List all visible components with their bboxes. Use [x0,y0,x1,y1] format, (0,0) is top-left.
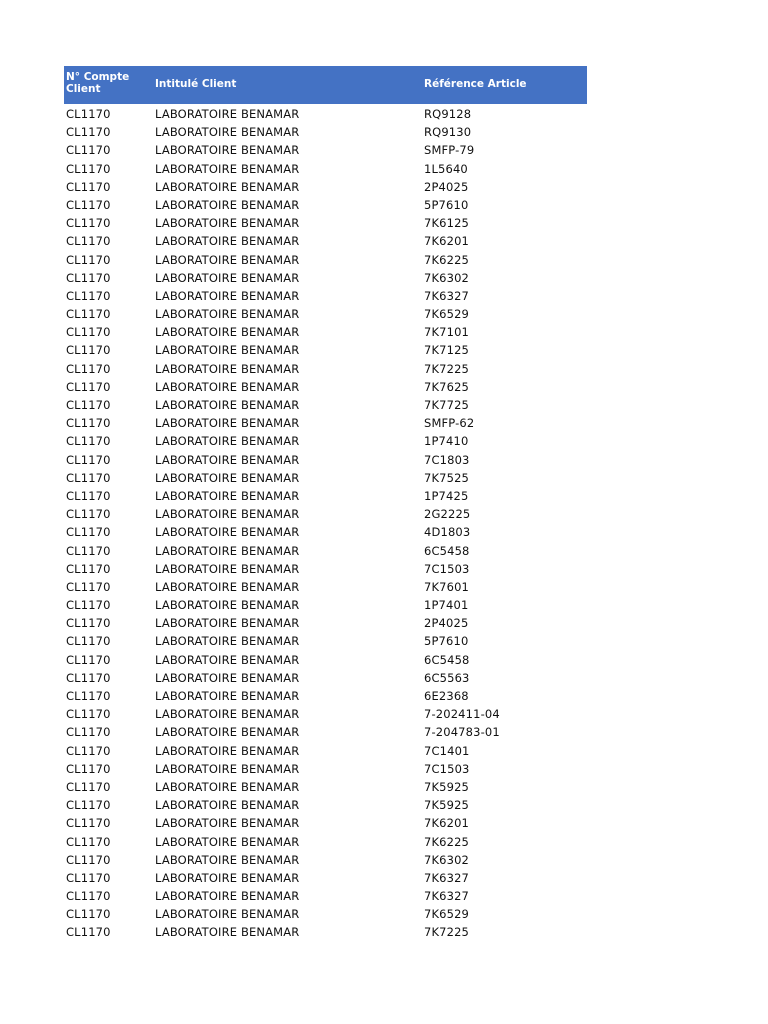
cell-account-number: CL1170 [66,779,111,794]
table-row [64,196,587,214]
cell-article-reference: 1L5640 [424,161,468,176]
cell-article-reference: 2G2225 [424,507,471,522]
cell-article-reference: 7C1803 [424,452,470,467]
table-body [64,105,587,942]
table-row [64,160,587,178]
cell-account-number: CL1170 [66,488,111,503]
cell-account-number: CL1170 [66,270,111,285]
cell-article-reference: 7K7601 [424,579,470,594]
cell-account-number: CL1170 [66,816,111,831]
cell-article-reference: 7K6201 [424,816,470,831]
cell-account-number: CL1170 [66,434,111,449]
cell-article-reference: 5P7610 [424,197,469,212]
cell-article-reference: 7K6529 [424,307,470,322]
cell-account-number: CL1170 [66,707,111,722]
cell-client-name: LABORATOIRE BENAMAR [155,725,300,740]
cell-client-name: LABORATOIRE BENAMAR [155,798,300,813]
cell-article-reference: 2P4025 [424,179,469,194]
cell-client-name: LABORATOIRE BENAMAR [155,379,300,394]
table-row [64,833,587,851]
cell-article-reference: 7K5925 [424,779,470,794]
cell-client-name: LABORATOIRE BENAMAR [155,470,300,485]
table-row [64,123,587,141]
cell-article-reference: 5P7610 [424,634,469,649]
cell-account-number: CL1170 [66,652,111,667]
cell-client-name: LABORATOIRE BENAMAR [155,907,300,922]
cell-article-reference: 7K6529 [424,907,470,922]
cell-client-name: LABORATOIRE BENAMAR [155,707,300,722]
cell-article-reference: 7K7525 [424,470,470,485]
cell-client-name: LABORATOIRE BENAMAR [155,543,300,558]
cell-article-reference: 7C1503 [424,761,470,776]
table-row [64,251,587,269]
table-row [64,396,587,414]
cell-article-reference: 2P4025 [424,616,469,631]
cell-account-number: CL1170 [66,725,111,740]
cell-account-number: CL1170 [66,761,111,776]
table-row [64,760,587,778]
cell-client-name: LABORATOIRE BENAMAR [155,434,300,449]
table-row [64,578,587,596]
cell-client-name: LABORATOIRE BENAMAR [155,689,300,703]
cell-account-number: CL1170 [66,125,111,140]
cell-client-name: LABORATOIRE BENAMAR [155,216,300,231]
cell-client-name: LABORATOIRE BENAMAR [155,889,300,904]
cell-article-reference: 6C5458 [424,543,470,558]
table-row [64,851,587,869]
table-row [64,214,587,232]
table-row [64,178,587,196]
table-row [64,523,587,541]
table-row [64,487,587,505]
cell-client-name: LABORATOIRE BENAMAR [155,416,300,431]
table-header [64,66,587,104]
cell-article-reference: 7K6225 [424,834,470,849]
cell-client-name: LABORATOIRE BENAMAR [155,197,300,212]
cell-article-reference: 7K7101 [424,325,470,340]
cell-article-reference: 7-204783-01 [424,725,500,740]
cell-client-name: LABORATOIRE BENAMAR [155,288,300,303]
cell-account-number: CL1170 [66,361,111,376]
cell-article-reference: 1P7410 [424,434,469,449]
cell-account-number: CL1170 [66,689,111,703]
cell-article-reference: 7K7225 [424,361,470,376]
table-row [64,923,587,941]
table-row [64,887,587,905]
cell-account-number: CL1170 [66,907,111,922]
cell-client-name: LABORATOIRE BENAMAR [155,234,300,249]
cell-account-number: CL1170 [66,507,111,522]
cell-account-number: CL1170 [66,288,111,303]
cell-client-name: LABORATOIRE BENAMAR [155,325,300,340]
cell-account-number: CL1170 [66,834,111,849]
cell-account-number: CL1170 [66,598,111,613]
cell-account-number: CL1170 [66,870,111,885]
table-row [64,632,587,650]
cell-client-name: LABORATOIRE BENAMAR [155,507,300,522]
cell-article-reference: 7K6125 [424,216,470,231]
table-row [64,341,587,359]
cell-client-name: LABORATOIRE BENAMAR [155,398,300,412]
cell-client-name: LABORATOIRE BENAMAR [155,343,300,358]
cell-client-name: LABORATOIRE BENAMAR [155,252,300,267]
table-row [64,596,587,614]
cell-client-name: LABORATOIRE BENAMAR [155,816,300,831]
cell-article-reference: 6E2368 [424,689,469,703]
cell-client-name: LABORATOIRE BENAMAR [155,852,300,867]
cell-article-reference: 7K6201 [424,234,470,249]
cell-client-name: LABORATOIRE BENAMAR [155,834,300,849]
cell-account-number: CL1170 [66,561,111,576]
cell-client-name: LABORATOIRE BENAMAR [155,561,300,576]
table-row [64,723,587,741]
table-row [64,614,587,632]
cell-account-number: CL1170 [66,452,111,467]
cell-article-reference: 7C1503 [424,561,470,576]
cell-account-number: CL1170 [66,252,111,267]
cell-article-reference: 4D1803 [424,525,471,540]
cell-client-name: LABORATOIRE BENAMAR [155,579,300,594]
cell-account-number: CL1170 [66,616,111,631]
cell-client-name: LABORATOIRE BENAMAR [155,616,300,631]
cell-article-reference: 7K7625 [424,379,470,394]
table-row [64,451,587,469]
cell-account-number: CL1170 [66,416,111,431]
table-row [64,232,587,250]
table-row [64,814,587,832]
cell-account-number: CL1170 [66,161,111,176]
cell-account-number: CL1170 [66,179,111,194]
cell-client-name: LABORATOIRE BENAMAR [155,925,300,940]
cell-article-reference: 1P7401 [424,598,469,613]
cell-article-reference: 7K6302 [424,270,470,285]
cell-account-number: CL1170 [66,325,111,340]
table-row [64,105,587,123]
table-row [64,542,587,560]
cell-client-name: LABORATOIRE BENAMAR [155,161,300,176]
cell-client-name: LABORATOIRE BENAMAR [155,525,300,540]
table-row [64,705,587,723]
table-row [64,269,587,287]
cell-client-name: LABORATOIRE BENAMAR [155,361,300,376]
cell-client-name: LABORATOIRE BENAMAR [155,143,300,158]
header-account-number: N° Compte Client [66,71,130,95]
table-row [64,687,587,705]
cell-client-name: LABORATOIRE BENAMAR [155,125,300,140]
cell-client-name: LABORATOIRE BENAMAR [155,179,300,194]
cell-account-number: CL1170 [66,525,111,540]
table-row [64,141,587,159]
cell-account-number: CL1170 [66,398,111,412]
cell-client-name: LABORATOIRE BENAMAR [155,307,300,322]
cell-article-reference: 7K6302 [424,852,470,867]
cell-account-number: CL1170 [66,852,111,867]
cell-client-name: LABORATOIRE BENAMAR [155,598,300,613]
cell-account-number: CL1170 [66,670,111,685]
cell-client-name: LABORATOIRE BENAMAR [155,652,300,667]
cell-client-name: LABORATOIRE BENAMAR [155,779,300,794]
cell-account-number: CL1170 [66,234,111,249]
table-row [64,560,587,578]
cell-account-number: CL1170 [66,579,111,594]
cell-client-name: LABORATOIRE BENAMAR [155,670,300,685]
cell-account-number: CL1170 [66,743,111,758]
table-row [64,323,587,341]
table-row [64,778,587,796]
cell-article-reference: 7K5925 [424,798,470,813]
table-row [64,505,587,523]
cell-account-number: CL1170 [66,470,111,485]
cell-client-name: LABORATOIRE BENAMAR [155,761,300,776]
cell-account-number: CL1170 [66,889,111,904]
cell-client-name: LABORATOIRE BENAMAR [155,452,300,467]
table-row [64,287,587,305]
cell-client-name: LABORATOIRE BENAMAR [155,107,300,121]
table-row [64,414,587,432]
cell-client-name: LABORATOIRE BENAMAR [155,488,300,503]
table-row [64,742,587,760]
cell-article-reference: 6C5458 [424,652,470,667]
cell-account-number: CL1170 [66,379,111,394]
cell-article-reference: 7K6225 [424,252,470,267]
cell-account-number: CL1170 [66,925,111,940]
cell-account-number: CL1170 [66,107,111,121]
cell-account-number: CL1170 [66,543,111,558]
cell-article-reference: RQ9130 [424,125,472,140]
cell-article-reference: SMFP-79 [424,143,475,158]
cell-article-reference: 7K6327 [424,889,470,904]
client-articles-table [64,66,587,942]
header-article-reference: Référence Article [424,78,527,90]
cell-account-number: CL1170 [66,634,111,649]
cell-account-number: CL1170 [66,343,111,358]
cell-article-reference: 1P7425 [424,488,469,503]
table-row [64,651,587,669]
cell-account-number: CL1170 [66,798,111,813]
cell-article-reference: SMFP-62 [424,416,475,431]
table-row [64,669,587,687]
cell-article-reference: 7K7225 [424,925,470,940]
cell-account-number: CL1170 [66,197,111,212]
table-row [64,469,587,487]
cell-article-reference: RQ9128 [424,107,472,121]
cell-client-name: LABORATOIRE BENAMAR [155,634,300,649]
table-row [64,432,587,450]
cell-article-reference: 7K7125 [424,343,470,358]
cell-article-reference: 7K7725 [424,398,470,412]
table-row [64,796,587,814]
table-row [64,360,587,378]
table-row [64,305,587,323]
cell-client-name: LABORATOIRE BENAMAR [155,870,300,885]
cell-article-reference: 6C5563 [424,670,470,685]
table-row [64,905,587,923]
cell-account-number: CL1170 [66,307,111,322]
cell-article-reference: 7-202411-04 [424,707,500,722]
cell-article-reference: 7K6327 [424,870,470,885]
cell-account-number: CL1170 [66,216,111,231]
cell-client-name: LABORATOIRE BENAMAR [155,270,300,285]
cell-article-reference: 7C1401 [424,743,470,758]
table-row [64,378,587,396]
cell-account-number: CL1170 [66,143,111,158]
cell-client-name: LABORATOIRE BENAMAR [155,743,300,758]
cell-article-reference: 7K6327 [424,288,470,303]
header-client-name: Intitulé Client [155,78,237,90]
table-row [64,869,587,887]
